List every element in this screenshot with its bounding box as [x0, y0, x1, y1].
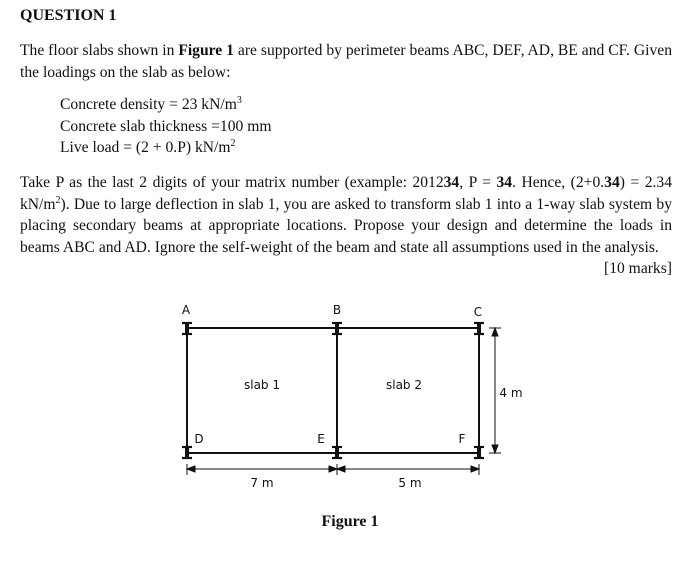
intro-figure-ref: Figure 1	[178, 42, 234, 59]
dimension-horizontal	[187, 464, 479, 475]
loadings-list	[60, 94, 271, 159]
task-paragraph	[20, 172, 672, 280]
task-text-4: ) = 2.34 kN/m	[20, 174, 673, 213]
label-slab-1: slab 1	[243, 378, 281, 392]
load-live	[60, 137, 271, 159]
intro-paragraph	[20, 40, 672, 83]
label-slab-2: slab 2	[385, 378, 423, 392]
task-text-1: Take P as the last 2 digits of your matrix number (example: 2012	[20, 174, 444, 191]
task-text-3: . Hence, (2+0.	[512, 174, 605, 191]
label-dim-5m: 5 m	[398, 476, 422, 490]
label-dim-7m: 7 m	[250, 476, 274, 490]
label-a: A	[181, 303, 191, 317]
figure-caption: Figure 1	[321, 513, 379, 530]
label-c: C	[473, 305, 483, 319]
load-density	[60, 94, 271, 116]
column-symbols	[182, 323, 484, 458]
task-sup: 2	[55, 194, 61, 206]
label-e: E	[317, 432, 325, 446]
question-title: QUESTION 1	[20, 7, 117, 24]
load-density-sup: 3	[236, 94, 242, 106]
marks-label: [10 marks]	[604, 260, 672, 277]
load-thickness: Concrete slab thickness =100 mm	[60, 117, 272, 135]
label-d: D	[194, 432, 204, 446]
load-density-text: Concrete density = 23 kN/m	[60, 96, 237, 113]
intro-text-b: are supported by perimeter beams ABC, DEF, AD, BE and CF. Given the loadings on the slab as below:	[20, 42, 673, 81]
load-live-text: Live load = (2 + 0.P) kN/m	[60, 139, 231, 156]
task-bold-1: 34	[443, 174, 460, 191]
task-bold-3: 34	[604, 174, 620, 191]
label-b: B	[332, 303, 342, 317]
task-text-5: ). Due to large deflection in slab 1, you are asked to transform slab 1 into a 1-way slab system by placing secondary beams at appropriate locations. Propose your design and determine the loads in beams ABC and AD. Ignore the self-weight of the beam and state all assumptions used in the analysis.	[20, 195, 672, 256]
task-text-2: , P =	[459, 174, 497, 191]
intro-text-a: The floor slabs shown in	[20, 42, 179, 59]
load-live-sup: 2	[230, 137, 236, 149]
label-f: F	[458, 432, 466, 446]
label-dim-4m: 4 m	[499, 386, 523, 400]
figure-1-diagram	[0, 296, 700, 496]
task-bold-2: 34	[496, 174, 513, 191]
